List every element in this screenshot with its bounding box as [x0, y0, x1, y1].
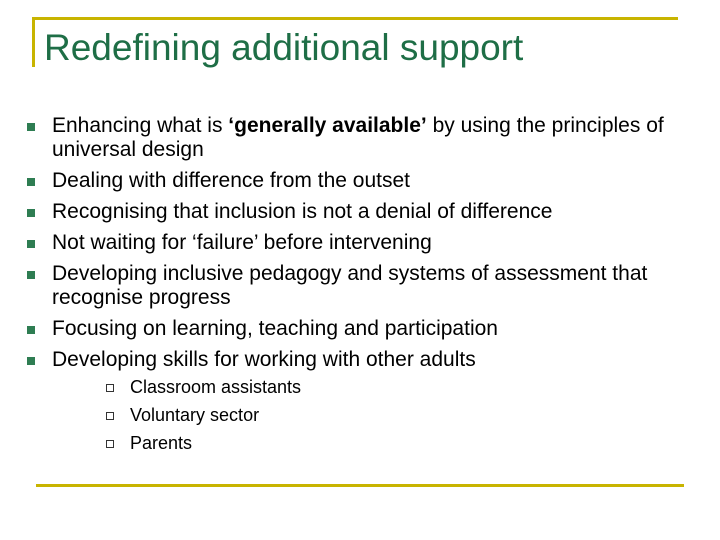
square-bullet-icon — [27, 326, 35, 334]
sub-item-text: Voluntary sector — [130, 405, 260, 425]
bullet-text-suffix: by using the principles of universal design — [52, 114, 664, 161]
bullet-item-not-waiting — [0, 231, 720, 255]
hollow-square-bullet-icon — [106, 384, 114, 392]
bullet-text: Dealing with difference from the outset — [52, 169, 410, 192]
frame-bottom-rule — [36, 484, 684, 487]
bullet-list — [0, 114, 720, 461]
sub-item-text: Parents — [130, 433, 193, 453]
sub-item-parents — [52, 432, 680, 454]
bullet-text: Developing skills for working with other adults — [52, 348, 476, 371]
square-bullet-icon — [27, 240, 35, 248]
sub-item-voluntary-sector — [52, 404, 680, 426]
sub-bullet-list — [52, 376, 680, 454]
bullet-item-inclusive-pedagogy — [0, 262, 720, 310]
bullet-text: Developing inclusive pedagogy and systems of assessment that recognise progress — [52, 262, 648, 309]
square-bullet-icon — [27, 178, 35, 186]
bullet-item-difference-outset — [0, 169, 720, 193]
square-bullet-icon — [27, 271, 35, 279]
square-bullet-icon — [27, 209, 35, 217]
hollow-square-bullet-icon — [106, 412, 114, 420]
frame-left-rule — [32, 17, 35, 67]
bullet-item-other-adults — [0, 348, 720, 454]
bullet-text: Recognising that inclusion is not a denial of difference — [52, 200, 553, 223]
bullet-item-learning-focus — [0, 317, 720, 341]
hollow-square-bullet-icon — [106, 440, 114, 448]
square-bullet-icon — [27, 357, 35, 365]
bullet-text-prefix: Enhancing what is — [52, 114, 229, 137]
slide-title: Redefining additional support — [44, 27, 524, 68]
square-bullet-icon — [27, 123, 35, 131]
bullet-text-emphasis: ‘generally available’ — [228, 114, 427, 137]
sub-item-text: Classroom assistants — [130, 377, 302, 397]
frame-top-rule — [32, 17, 678, 20]
bullet-text: Not waiting for ‘failure’ before intervening — [52, 231, 432, 254]
bullet-item-universal-design — [0, 114, 720, 162]
bullet-text: Focusing on learning, teaching and participation — [52, 317, 498, 340]
bullet-item-inclusion — [0, 200, 720, 224]
sub-item-classroom-assistants — [52, 376, 680, 398]
